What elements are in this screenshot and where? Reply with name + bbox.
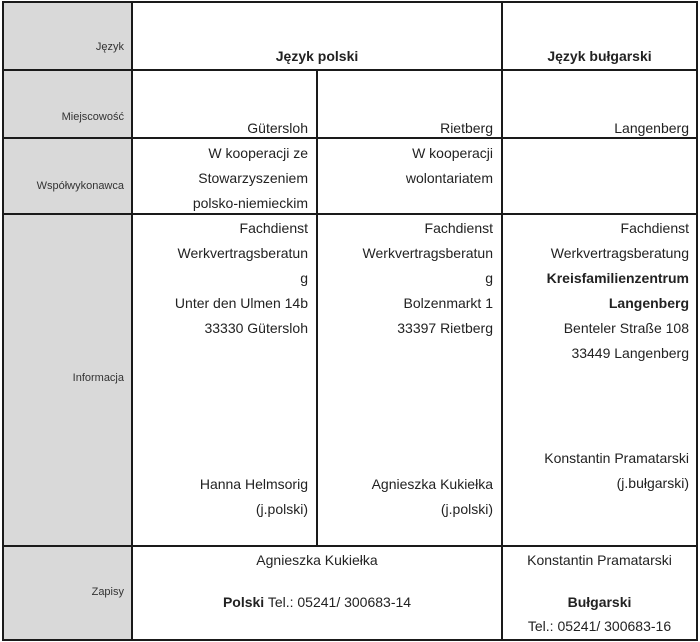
info-col2: [318, 216, 493, 341]
partner-col2: [318, 141, 493, 191]
contact-name: Agnieszka Kukiełka: [371, 476, 493, 492]
header-bulgarian: Język bułgarski: [547, 48, 652, 64]
info-line: Fachdienst: [239, 220, 308, 236]
label-city: Miejscowość: [61, 111, 124, 123]
info-line: g: [300, 270, 308, 286]
contact-language: (j.bułgarski): [616, 475, 689, 491]
info-line: Benteler Straße 108: [563, 320, 689, 336]
contact-name: Konstantin Pramatarski: [544, 450, 689, 466]
info-col3-contact: [503, 446, 689, 496]
label-cell-language: [3, 3, 132, 69]
label-cell-info: [3, 215, 132, 545]
grid-line: [696, 1, 698, 641]
city-gutersloh: Gütersloh: [247, 120, 308, 136]
grid-line: [2, 69, 698, 71]
partner-line: polsko-niemieckim: [192, 195, 308, 211]
header-polish: Język polski: [275, 48, 359, 64]
label-cell-city: [3, 71, 132, 137]
signup-bulgarian-tel: Tel.: 05241/ 300683-16: [527, 618, 672, 634]
partner-line: W kooperacji ze: [208, 145, 308, 161]
city-langenberg: Langenberg: [614, 120, 689, 136]
info-line: 33449 Langenberg: [571, 345, 689, 361]
partner-line: Stowarzyszeniem: [198, 170, 308, 186]
label-partner: Współwykonawca: [36, 180, 124, 192]
city-rietberg: Rietberg: [440, 120, 493, 136]
label-language: Język: [95, 41, 124, 53]
partner-col1: [133, 141, 308, 216]
partner-line: W kooperacji: [412, 145, 493, 161]
partner-line: wolontariatem: [405, 170, 493, 186]
signup-polish-language: Polski: [222, 594, 265, 610]
grid-line: [2, 1, 698, 3]
signup-polish-contact: [133, 590, 501, 615]
info-col1: [133, 216, 308, 341]
grid-line: [2, 639, 698, 641]
signup-bulgarian-name: Konstantin Pramatarski: [527, 552, 672, 568]
signup-bulgarian-language: Bułgarski: [567, 594, 632, 610]
contact-language: (j.polski): [255, 501, 308, 517]
info-line: g: [485, 270, 493, 286]
info-line: Werkvertragsberatung: [550, 245, 689, 261]
grid-line: [2, 1, 4, 641]
label-info: Informacja: [72, 372, 124, 384]
info-line: 33330 Gütersloh: [204, 320, 308, 336]
contact-name: Hanna Helmsorig: [199, 476, 308, 492]
info-line: Werkvertragsberatun: [362, 245, 493, 261]
info-line: Fachdienst: [424, 220, 493, 236]
info-line: Fachdienst: [620, 220, 689, 236]
signup-polish-name: Agnieszka Kukiełka: [256, 552, 378, 568]
info-col1-contact: [133, 472, 308, 522]
info-line: Unter den Ulmen 14b: [174, 295, 308, 311]
label-cell-partner: [3, 139, 132, 213]
label-signup: Zapisy: [91, 586, 124, 598]
label-cell-signup: [3, 547, 132, 639]
info-line: Bolzenmarkt 1: [403, 295, 493, 311]
grid-line: [2, 545, 698, 547]
info-col3: [503, 216, 689, 366]
info-line-bold: Langenberg: [608, 295, 689, 311]
grid-line: [2, 213, 698, 215]
info-line-bold: Kreisfamilienzentrum: [546, 270, 689, 286]
signup-polish-tel: Tel.: 05241/ 300683-14: [264, 594, 412, 610]
info-col2-contact: [318, 472, 493, 522]
info-line: Werkvertragsberatun: [177, 245, 308, 261]
contact-language: (j.polski): [440, 501, 493, 517]
info-line: 33397 Rietberg: [397, 320, 493, 336]
